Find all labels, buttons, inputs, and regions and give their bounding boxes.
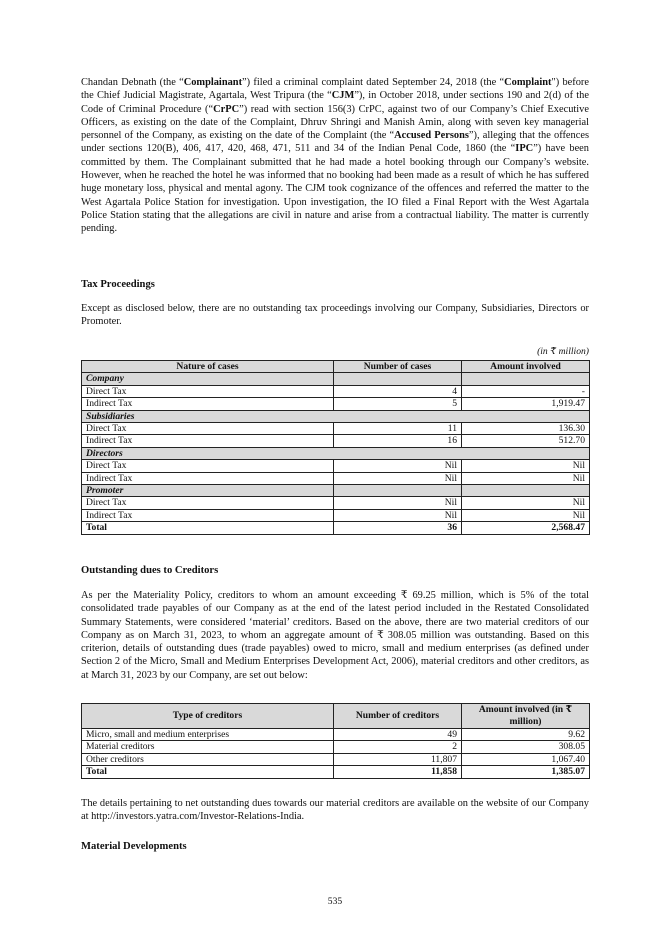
table-row: Direct Tax 4 - bbox=[82, 385, 590, 397]
tax-proceedings-table bbox=[81, 360, 590, 535]
table-row: Direct Tax 11 136.30 bbox=[82, 423, 590, 435]
group-row-directors: Directors bbox=[82, 447, 590, 459]
table-row: Indirect Tax 16 512.70 bbox=[82, 435, 590, 447]
table-row: Material creditors 2 308.05 bbox=[82, 741, 590, 753]
table-header-row bbox=[82, 361, 590, 373]
creditors-heading: Outstanding dues to Creditors bbox=[81, 565, 219, 576]
material-developments-heading: Material Developments bbox=[81, 841, 187, 852]
group-row-promoter: Promoter bbox=[82, 485, 590, 497]
table-row: Direct Tax Nil Nil bbox=[82, 460, 590, 472]
table-header-row bbox=[82, 704, 590, 729]
complaint-paragraph: Chandan Debnath (the “Complainant”) filed a criminal complaint dated September 24, 2018 (the “Complaint") before the Chief Judicial Magistrate, Agartala, West Tripura (the “CJM”), in October 2018, under sections 190 and 2(d) of the Code of Criminal Procedure (“CrPC”) read with section 156(3) CrPC, against two of our Company’s Chief Executive Officers, as existing on the date of the Complaint, Dhruv Shringi and Manish Amin, along with seven key managerial personnel of the Company, as existing on the date of the Complaint (the “Accused Persons”), alleging that the offences under sections 120(B), 406, 417, 420, 468, 471, 511 and 34 of the Indian Penal Code, 1860 (the “IPC”) have been committed by them. The Complainant submitted that he had made a hotel booking through our Company’s website. However, when he reached the hotel he was informed that no booking had been made as a result of which he has suffered huge monetary loss, physical and mental agony. The CJM took cognizance of the offences and referred the matter to the West Agartala Police Station for investigation. Upon investigation, the IO filed a Final Report with the West Agartala Police Station stating that the allegations are civil in nature and arise from a contractual liability. The matter is currently pending. bbox=[81, 77, 590, 235]
total-row: Total 11,858 1,385.07 bbox=[82, 766, 590, 778]
column-header: Nature of cases bbox=[82, 361, 334, 373]
tax-proceedings-heading: Tax Proceedings bbox=[81, 279, 155, 290]
column-header: Number of creditors bbox=[334, 704, 462, 729]
column-header: Type of creditors bbox=[82, 704, 334, 729]
total-row: Total 36 2,568.47 bbox=[82, 522, 590, 534]
table-row: Direct Tax Nil Nil bbox=[82, 497, 590, 509]
creditors-details-paragraph: The details pertaining to net outstanding dues towards our material creditors are available on the website of our Company at http://investors.yatra.com/Investor-Relations-India. bbox=[81, 798, 589, 823]
table-row: Indirect Tax Nil Nil bbox=[82, 472, 590, 484]
tax-units-note: (in ₹ million) bbox=[537, 346, 589, 357]
table-row: Micro, small and medium enterprises 49 9.62 bbox=[82, 729, 590, 741]
creditors-table bbox=[81, 703, 590, 779]
table-row: Indirect Tax Nil Nil bbox=[82, 509, 590, 521]
group-row-subsidiaries: Subsidiaries bbox=[82, 410, 590, 422]
page-number: 535 bbox=[327, 896, 343, 907]
table-row: Other creditors 11,807 1,067.40 bbox=[82, 753, 590, 765]
table-row: Indirect Tax 5 1,919.47 bbox=[82, 398, 590, 410]
creditors-paragraph: As per the Materiality Policy, creditors to whom an amount exceeding ₹ 69.25 million, which is 5% of the total consolidated trade payables of our Company as at the end of the latest period included in the Restated Consolidated Summary Statements, were considered ‘material’ creditors. Based on the above, there are two material creditors of our Company as on March 31, 2023, to whom an aggregate amount of ₹ 308.05 million was outstanding. Based on this criterion, details of outstanding dues (trade payables) owed to micro, small and medium enterprises (as defined under Section 2 of the Micro, Small and Medium Enterprises Development Act, 2006), material creditors and other creditors, as at March 31, 2023 by our Company, are set out below: bbox=[81, 590, 589, 681]
tax-proceedings-paragraph: Except as disclosed below, there are no outstanding tax proceedings involving our Company, Subsidiaries, Directors or Promoter. bbox=[81, 303, 589, 328]
column-header: Amount involved bbox=[462, 361, 590, 373]
column-header: Number of cases bbox=[334, 361, 462, 373]
group-row-company: Company bbox=[82, 373, 590, 385]
column-header: Amount involved (in ₹ million) bbox=[462, 704, 590, 729]
